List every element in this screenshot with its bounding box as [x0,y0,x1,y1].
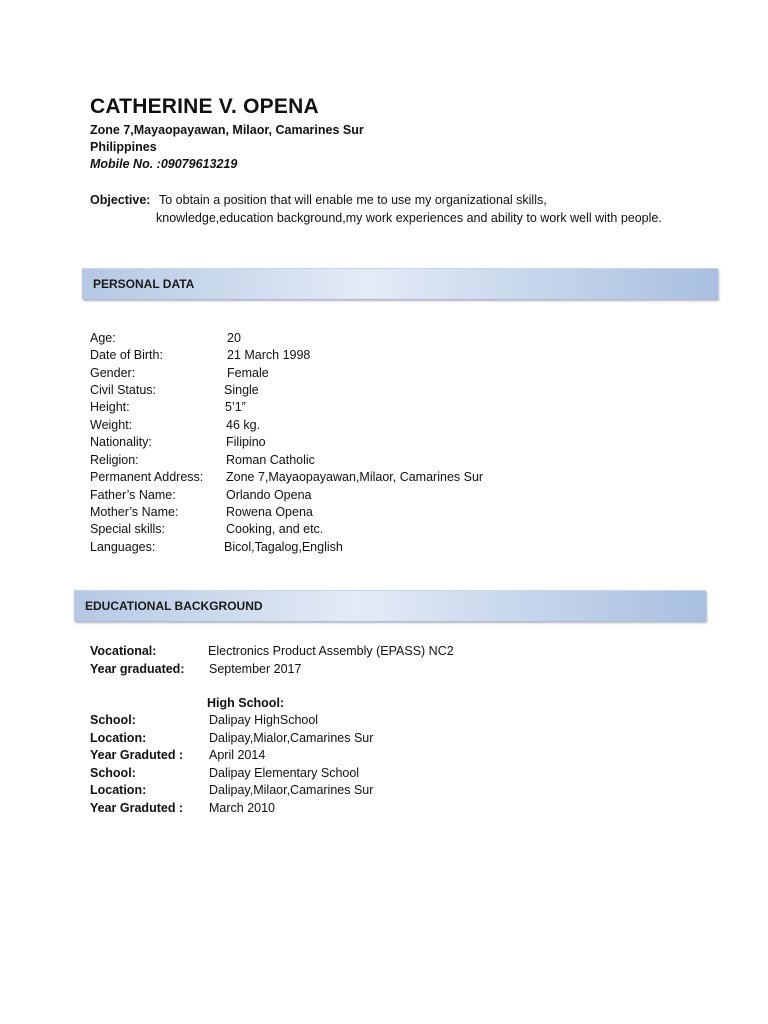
personal-label: Nationality: [90,435,152,449]
education-value: March 2010 [209,801,276,815]
personal-row [90,522,690,539]
mobile-number: Mobile No. :09079613219 [90,157,238,171]
education-row [90,713,690,730]
personal-label: Special skills: [90,522,166,536]
education-row [90,766,690,783]
candidate-name: CATHERINE V. OPENA [90,95,319,118]
education-value: September 2017 [209,662,302,676]
education-label: Location: [90,731,147,745]
personal-row [90,470,690,487]
personal-value: 46 kg. [226,418,261,432]
education-label: School: [90,766,136,780]
personal-row [90,435,690,452]
personal-value: Bicol,Tagalog,English [224,540,343,554]
personal-value: Female [227,366,269,380]
personal-value: Single [224,383,259,397]
high-school-label: High School: [207,696,285,710]
personal-row [90,400,690,417]
personal-value: Rowena Opena [226,505,313,519]
personal-label: Mother’s Name: [90,505,179,519]
personal-row [90,453,690,470]
personal-label: Father’s Name: [90,488,176,502]
education-label: Year Graduted : [90,801,184,815]
personal-row [90,488,690,505]
personal-row [90,331,690,348]
objective-text-line-1: To obtain a position that will enable me to use my organizational skills, [159,193,547,207]
education-row [90,801,690,818]
personal-row [90,418,690,435]
personal-value: 5’1” [225,400,246,414]
education-label: Location: [90,783,147,797]
education-value: Dalipay,Milaor,Camarines Sur [209,783,374,797]
personal-row [90,348,690,365]
personal-value: Cooking, and etc. [226,522,324,536]
objective-label: Objective: [90,193,151,207]
personal-value: Zone 7,Mayaopayawan,Milaor, Camarines Sur [226,470,484,484]
personal-label: Religion: [90,453,139,467]
personal-row [90,383,690,400]
education-row [90,644,690,661]
personal-row [90,366,690,383]
personal-data-section-header [82,268,718,299]
education-label: Year Graduted : [90,748,184,762]
education-label: Vocational: [90,644,157,658]
address-line-2: Philippines [90,140,157,154]
personal-label: Date of Birth: [90,348,163,362]
address-line-1: Zone 7,Mayaopayawan, Milaor, Camarines Sur [90,123,364,137]
personal-label: Languages: [90,540,156,554]
education-value: Dalipay Elementary School [209,766,360,780]
objective-text-line-2: knowledge,education background,my work experiences and ability to work well with people. [156,211,662,225]
education-value: Dalipay HighSchool [209,713,319,727]
education-value: April 2014 [209,748,266,762]
education-row [90,662,690,679]
personal-value: Orlando Opena [226,488,312,502]
education-section-header [74,590,706,621]
personal-label: Weight: [90,418,133,432]
personal-label: Age: [90,331,116,345]
personal-label: Height: [90,400,130,414]
education-value: Electronics Product Assembly (EPASS) NC2 [208,644,454,658]
personal-data-title: PERSONAL DATA [93,277,195,291]
education-label: School: [90,713,136,727]
education-value: Dalipay,Mialor,Camarines Sur [209,731,374,745]
personal-value: Roman Catholic [226,453,315,467]
education-label: Year graduated: [90,662,185,676]
personal-value: 21 March 1998 [227,348,311,362]
personal-row [90,540,690,557]
education-row [90,731,690,748]
personal-label: Permanent Address: [90,470,204,484]
personal-label: Civil Status: [90,383,156,397]
personal-row [90,505,690,522]
education-row [90,783,690,800]
personal-value: Filipino [226,435,266,449]
education-row [90,748,690,765]
personal-label: Gender: [90,366,136,380]
personal-value: 20 [227,331,241,345]
education-title: EDUCATIONAL BACKGROUND [85,599,263,613]
